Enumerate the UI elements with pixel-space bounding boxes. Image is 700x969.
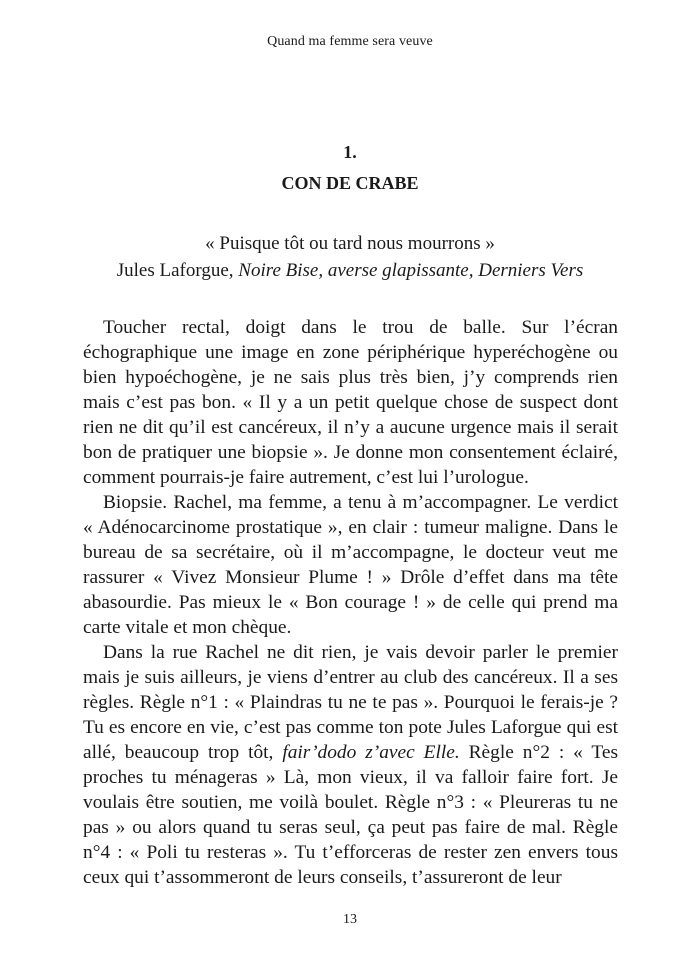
running-head: Quand ma femme sera veuve — [267, 34, 433, 49]
chapter-title: CON DE CRABE — [281, 173, 419, 193]
paragraph-3 — [83, 640, 618, 890]
chapter-number: 1. — [343, 142, 357, 162]
paragraph-3-part-2: Règle n°2 : « Tes proches tu ménageras » Là, mon vieux, il va falloir faire fort. Je voulais être soutien, me voilà boulet. Règle n°3 : « Pleureras tu ne pas » ou alors quand tu seras seul, ça peut pas faire de mal. Règle n°4 : « Poli tu resteras ». Tu t’efforceras de rester zen envers tous ceux qui t’assommeront de leurs conseils, t’assureront de leur — [83, 742, 619, 888]
page-number: 13 — [343, 912, 357, 927]
epigraph-source: Noire Bise, averse glapissante, Derniers Vers — [238, 260, 584, 281]
paragraph-1: Toucher rectal, doigt dans le trou de balle. Sur l’écran échographique une image en zone périphérique hyperéchogène ou bien hypoéchogène, je ne sais plus très bien, j’y comprends rien mais c’est pas bon. « Il y a un petit quelque chose de suspect dont rien ne dit qu’il est cancéreux, il n’y a aucune urgence mais il serait bon de pratiquer une biopsie ». Je donne mon consentement éclairé, comment pourrais-je faire autrement, c’est lui l’urologue. — [83, 317, 618, 488]
epigraph-attribution — [0, 257, 700, 284]
body-text — [83, 315, 618, 890]
epigraph — [0, 230, 700, 284]
paragraph-3-part-1: Dans la rue Rachel ne dit rien, je vais devoir parler le premier mais je suis ailleurs, je viens d’entrer au club des cancéreux. Il a ses règles. Règle n°1 : « Plaindras tu ne te pas ». Pourquoi le ferais-je ? Tu es encore en vie, c’est pas comme ton pote Jules Laforgue qui est allé, beaucoup trop tôt, — [83, 642, 618, 763]
epigraph-author: Jules Laforgue, — [116, 260, 239, 281]
epigraph-quote: « Puisque tôt ou tard nous mourrons » — [205, 233, 495, 254]
paragraph-3-italic: fair’dodo z’avec Elle. — [282, 742, 460, 763]
paragraph-2: Biopsie. Rachel, ma femme, a tenu à m’accompagner. Le verdict « Adénocarcinome prostatique », en clair : tumeur maligne. Dans le bureau de sa secrétaire, où il m’accompagne, le docteur veut me rassurer « Vivez Monsieur Plume ! » Drôle d’effet dans ma tête abasourdie. Pas mieux le « Bon courage ! » de celle qui prend ma carte vitale et mon chèque. — [83, 492, 618, 638]
